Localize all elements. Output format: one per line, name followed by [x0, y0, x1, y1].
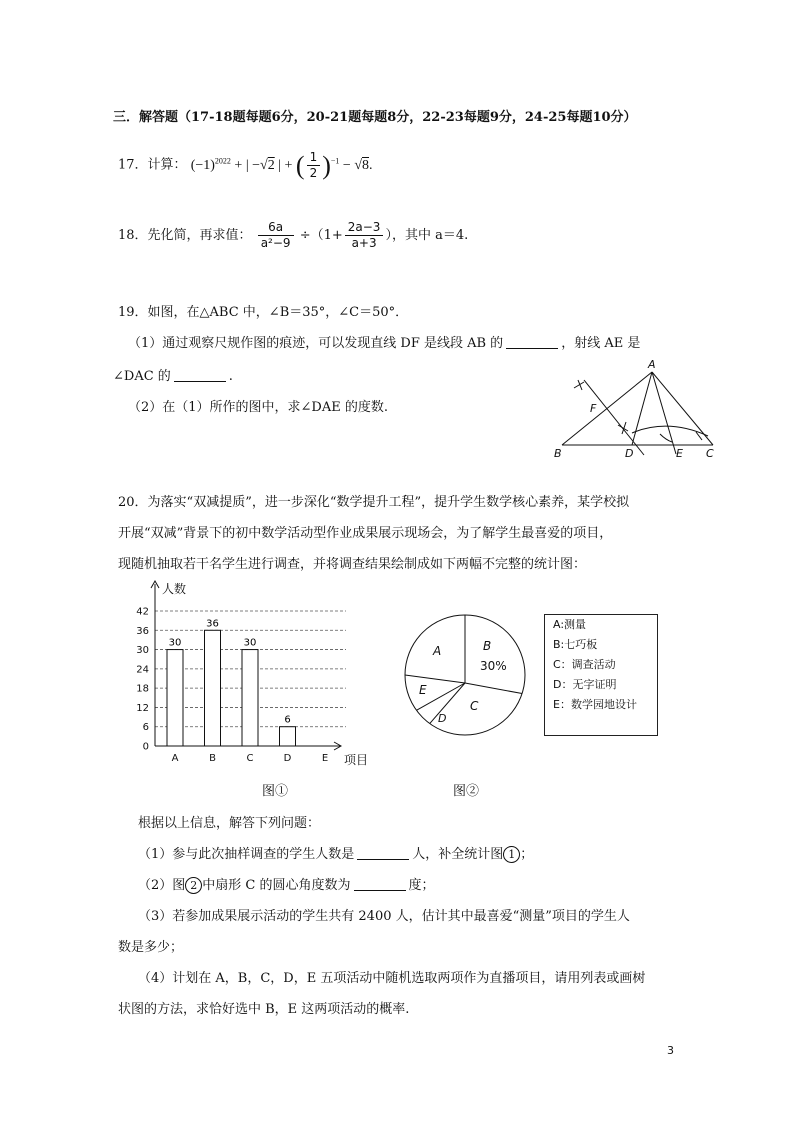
q20-line2: 开展“双减”背景下的初中数学活动型作业成果展示现场会，为了解学生最喜爱的项目，: [118, 526, 613, 541]
bar-data-label: 36: [206, 618, 219, 630]
q17-abs-open: + | −: [234, 157, 261, 173]
label-b: B: [554, 447, 562, 460]
y-tick-label: 36: [136, 625, 149, 637]
q18-suffix: ），其中 a＝4.: [385, 228, 469, 243]
figure-caption-1: 图①: [262, 784, 289, 799]
pie-label-a: A: [433, 644, 442, 658]
y-tick-label: 24: [136, 664, 149, 676]
x-tick-label: E: [321, 753, 329, 764]
y-tick-label: 6: [142, 722, 149, 734]
q17-fraction: $\frac{1}{2}$: [307, 150, 321, 181]
pie-label-b: B: [483, 639, 492, 653]
bar-data-label: 30: [168, 637, 182, 649]
legend-item: B:七巧板: [553, 638, 598, 651]
q20-sub4-line1: （4）计划在 A，B，C，D，E 五项活动中随机选取两项作为直播项目，请用列表或画树: [138, 971, 646, 986]
bar-chart: [118, 578, 388, 770]
y-tick-label: 30: [136, 645, 149, 657]
legend-item: A:测量: [553, 618, 587, 631]
y-tick-label: 12: [136, 702, 149, 714]
q20-sub3-line1: （3）若参加成果展示活动的学生共有 2400 人，估计其中最喜爱“测量”项目的学生人: [138, 909, 630, 924]
answer-blank[interactable]: [354, 878, 406, 891]
x-tick-label: D: [283, 753, 292, 764]
q17-neg-exponent: −1: [330, 156, 340, 166]
y-tick-label: 0: [142, 741, 149, 753]
label-e: E: [676, 447, 683, 460]
q19-part1-cont: ∠DAC 的 .: [113, 369, 233, 384]
bar-D: [280, 727, 296, 746]
q20-intro: 根据以上信息，解答下列问题：: [138, 816, 321, 831]
question-18: [118, 220, 468, 251]
question-17: [118, 150, 373, 181]
label-a: A: [648, 358, 656, 371]
pie-label-c: C: [470, 699, 479, 713]
answer-blank[interactable]: [357, 847, 409, 860]
ray-ae: [652, 372, 676, 454]
segment-ad: [632, 372, 652, 445]
y-tick-label: 18: [136, 683, 149, 695]
q20-sub3-line2: 数是多少；: [118, 940, 184, 955]
bar-B: [205, 630, 221, 746]
q18-prefix: 18．先化简，再求值：: [118, 228, 252, 243]
x-tick-label: B: [209, 753, 216, 764]
q19-part2: （2）在（1）所作的图中，求∠DAE 的度数.: [128, 400, 389, 415]
x-axis-label: 项目: [344, 753, 369, 767]
q20-line1: 20．为落实“双减提质”，进一步深化“数学提升工程”，提升学生数学核心素养，某学校拟: [118, 495, 630, 510]
x-tick-label: A: [171, 753, 179, 764]
figure-caption-2: 图②: [453, 784, 480, 799]
line-df: [584, 380, 644, 455]
construction-mark: [574, 380, 584, 390]
q18-fraction-1: $\frac{6a}{\text{a²−9}}$: [258, 220, 294, 251]
q17-exponent: 2022: [214, 156, 231, 166]
x-tick-label: C: [246, 753, 254, 764]
q20-sub4-line2: 状图的方法，求恰好选中 B，E 这两项活动的概率.: [118, 1002, 410, 1017]
circled-number: 2: [185, 877, 202, 894]
pie-label-e: E: [419, 683, 427, 697]
circled-number: 1: [503, 846, 520, 863]
triangle-figure: [548, 358, 723, 464]
section-header: 三．解答题（17-18题每题6分，20-21题每题8分，22-23每题9分，24-25每题10分）: [113, 110, 637, 125]
legend-item: C：调查活动: [553, 658, 616, 671]
answer-blank[interactable]: [506, 336, 558, 349]
pie-chart: [400, 610, 530, 740]
q17-prefix: 17．计算：: [118, 157, 187, 173]
bar-data-label: 30: [243, 637, 257, 649]
legend-item: D：无字证明: [553, 678, 617, 691]
q20-sub2: （2）图 2 中扇形 C 的圆心角度数为 度；: [138, 878, 435, 893]
y-tick-label: 42: [136, 606, 149, 618]
q20-sub1: （1）参与此次抽样调查的学生人数是 人，补全统计图 1 ；: [138, 847, 534, 862]
page-number: 3: [667, 1044, 674, 1057]
pie-label-d: D: [438, 712, 447, 725]
bar-data-label: 6: [284, 714, 291, 726]
label-c: C: [706, 447, 714, 460]
answer-blank[interactable]: [174, 369, 226, 382]
bar-C: [242, 650, 258, 746]
q17-abs-close: | +: [274, 157, 293, 173]
q17-expression: $(-1)^{2022}$ + | −√2 | + ( $\frac{1}{2}$ )$^{-1}$ − √8.: [190, 150, 373, 180]
legend-item: E：数学园地设计: [553, 698, 637, 711]
q20-line3: 现随机抽取若干名学生进行调查，并将调查结果绘制成如下两幅不完整的统计图：: [118, 557, 587, 572]
pie-legend: [544, 614, 658, 736]
y-axis-label: 人数: [162, 582, 187, 596]
q17-minus: −: [342, 157, 351, 173]
q17-sqrt8: √8: [354, 157, 369, 173]
label-d: D: [625, 447, 634, 460]
q18-fraction-2: $\frac{2a-3}{a+3}$: [345, 220, 384, 251]
q18-divide: ÷（1+: [299, 228, 343, 243]
label-f: F: [590, 402, 597, 415]
q17-sqrt2: √2: [260, 157, 275, 173]
q17-base: (−1): [190, 157, 215, 173]
bar-A: [167, 650, 183, 746]
q19-part1: （1）通过观察尺规作图的痕迹，可以发现直线 DF 是线段 AB 的 ，射线 AE 是: [128, 336, 641, 351]
pie-label-b-percent: 30%: [480, 659, 507, 673]
q19-line1: 19．如图，在△ABC 中，∠B＝35°，∠C＝50°．: [118, 305, 409, 320]
